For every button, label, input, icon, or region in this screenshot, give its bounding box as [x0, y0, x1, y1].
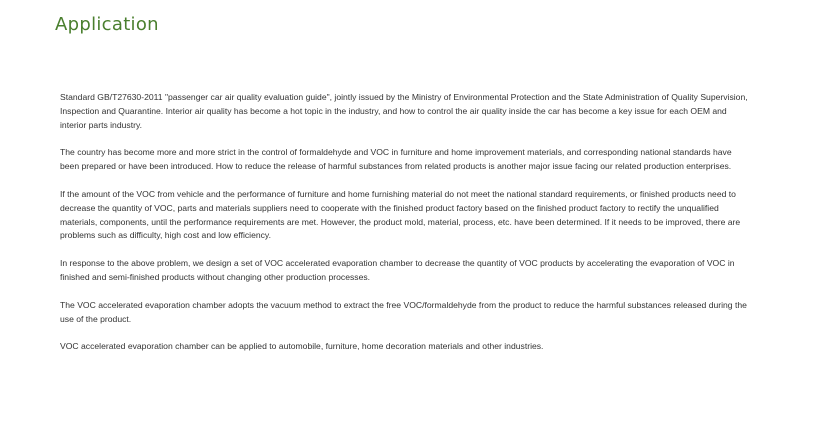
application-content [60, 91, 750, 368]
paragraph-solution: In response to the above problem, we design a set of VOC accelerated evaporation chamber to decrease the quantity of VOC products by accelerating the evaporation of VOC in finished and semi-finished products without changing other production processes. [60, 258, 735, 282]
paragraph-gb-standard: Standard GB/T27630-2011 "passenger car air quality evaluation guide", jointly issued by the Ministry of Environmental Protection and the State Administration of Quality Supervision, Inspection and Quarantine. Interior air quality has become a hot topic in the industry, and how to control the air quality inside the car has become a key issue for each OEM and interior parts industry. [60, 92, 748, 130]
paragraph-industries: VOC accelerated evaporation chamber can be applied to automobile, furniture, home decoration materials and other industries. [60, 341, 544, 352]
paragraph-national-standards: The country has become more and more strict in the control of formaldehyde and VOC in furniture and home improvement materials, and corresponding national standards have been prepared or have been introduced. How to reduce the release of harmful substances from related products is another major issue facing our related production enterprises. [60, 147, 732, 172]
paragraph-vacuum-method: The VOC accelerated evaporation chamber adopts the vacuum method to extract the free VOC/formaldehyde from the product to reduce the harmful substances released during the use of the product. [60, 299, 747, 324]
section-title: Application [55, 14, 159, 35]
paragraph-voc-problem: If the amount of the VOC from vehicle and the performance of furniture and home furnishing material do not meet the national standard requirements, or finished products need to decrease the quantity of VOC, parts and materials suppliers need to cooperate with the finished product factory based on the finished product factory to rectify the unqualified materials, components, until the performance requirements are met. However, the product mold, material, process, etc. have been determined. If it needs to be improved, there are problems such as difficulty, high cost and low efficiency. [60, 188, 741, 241]
